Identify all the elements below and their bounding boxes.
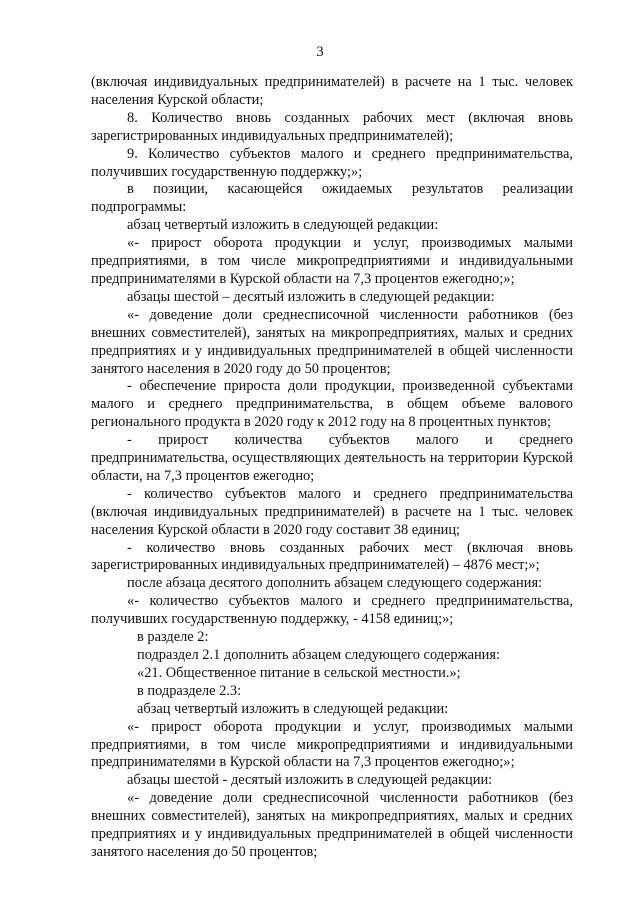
paragraph: «21. Общественное питание в сельской местности.»; bbox=[137, 664, 461, 681]
paragraph: «- прирост оборота продукции и услуг, производимых малыми предприятиями, в том числе микропредприятиями и индивидуальными предпринимателями в Курской области на 7,3 процентов ежегодно;»; bbox=[91, 235, 573, 287]
paragraph: в позиции, касающейся ожидаемых результатов реализации подпрограммы: bbox=[91, 181, 573, 216]
paragraph: в разделе 2: bbox=[137, 629, 209, 646]
paragraph: «- количество субъектов малого и среднего предпринимательства, получивших государственную поддержку, - 4158 единиц;»; bbox=[91, 593, 573, 628]
paragraph: 9. Количество субъектов малого и среднего предпринимательства, получивших государственную поддержку;»; bbox=[91, 145, 573, 180]
paragraph: в подразделе 2.3: bbox=[137, 682, 242, 699]
paragraph: абзац четвертый изложить в следующей редакции: bbox=[127, 217, 439, 234]
paragraph: абзацы шестой - десятый изложить в следующей редакции: bbox=[127, 772, 493, 789]
paragraph: после абзаца десятого дополнить абзацем следующего содержания: bbox=[127, 575, 543, 592]
document-body bbox=[91, 74, 573, 862]
paragraph: - количество субъектов малого и среднего предпринимательства (включая индивидуальных предпринимателей) в расчете на 1 тыс. человек населения Курской области в 2020 году составит 38 единиц; bbox=[91, 485, 573, 538]
paragraph: - обеспечение прироста доли продукции, произведенной субъектами малого и среднего предпринимательства, в общем объеме валового регионального продукта в 2020 году к 2012 году на 8 процентных пунктов; bbox=[91, 378, 573, 431]
paragraph: подраздел 2.1 дополнить абзацем следующего содержания: bbox=[137, 647, 500, 663]
paragraph: «- доведение доли среднесписочной численности работников (без внешних совместителей), занятых на микропредприятиях, малых и средних предприятиях и у индивидуальных предпринимателей в общей численности занятого населения в 2020 году до 50 процентов; bbox=[91, 306, 573, 377]
paragraph: 8. Количество вновь созданных рабочих мест (включая вновь зарегистрированных индивидуальных предпринимателей); bbox=[91, 109, 573, 144]
page-number: 3 bbox=[316, 44, 324, 60]
paragraph: абзацы шестой – десятый изложить в следующей редакции: bbox=[127, 288, 495, 305]
paragraph: «- прирост оборота продукции и услуг, производимых малыми предприятиями, в том числе микропредприятиями и индивидуальными предпринимателями в Курской области на 7,3 процентов ежегодно;»; bbox=[91, 718, 573, 771]
paragraph: - количество вновь созданных рабочих мест (включая вновь зарегистрированных индивидуальных предпринимателей) – 4876 мест;»; bbox=[91, 539, 573, 574]
paragraph: (включая индивидуальных предпринимателей) в расчете на 1 тыс. человек населения Курской области; bbox=[91, 74, 573, 108]
paragraph: абзац четвертый изложить в следующей редакции: bbox=[137, 700, 449, 717]
paragraph: «- доведение доли среднесписочной численности работников (без внешних совместителей), занятых на микропредприятиях, малых и средних предприятиях и у индивидуальных предпринимателей в общей численности занятого населения до 50 процентов; bbox=[91, 790, 573, 860]
paragraph: - прирост количества субъектов малого и среднего предпринимательства, осуществляющих деятельность на территории Курской области, на 7,3 процентов ежегодно; bbox=[91, 432, 573, 484]
